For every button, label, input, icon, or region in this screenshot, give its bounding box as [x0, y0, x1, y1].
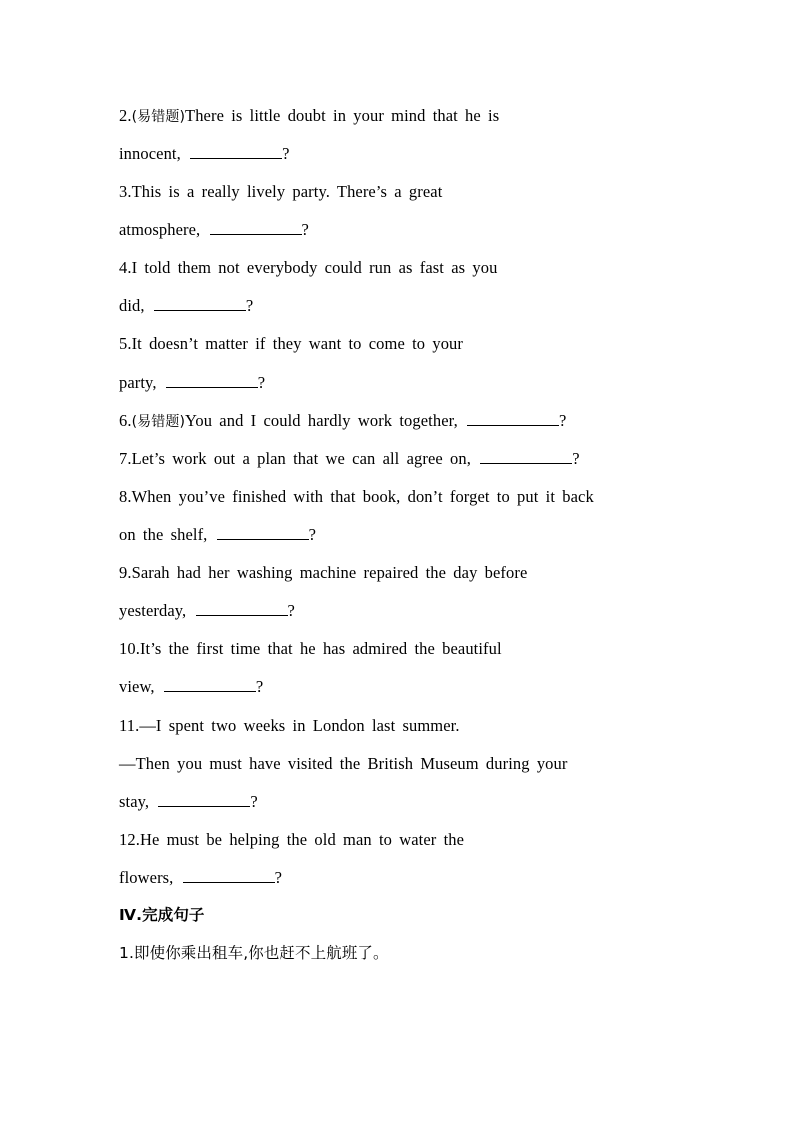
section-item-1: [119, 942, 389, 964]
question-12-line-2: [119, 867, 282, 889]
question-text: Let’s work out a plan that we can all agree on,: [131, 449, 471, 468]
question-number: 8.: [119, 487, 132, 506]
error-prone-tag: (易错题): [131, 109, 186, 125]
question-number: 7.: [119, 449, 132, 468]
question-text: innocent,: [119, 144, 181, 163]
question-6-line-1: [119, 410, 566, 433]
question-3-line-2: [119, 219, 309, 241]
chinese-sentence: 1.即使你乘出租车,你也赶不上航班了。: [119, 944, 389, 962]
question-3-line-1: [119, 181, 442, 203]
question-mark: ?: [255, 677, 264, 696]
question-text: It doesn’t matter if they want to come to your: [131, 334, 464, 353]
section-title-line: [119, 904, 205, 926]
question-7-line-1: [119, 448, 580, 470]
question-11-line-1: [119, 715, 460, 737]
question-9-line-2: [119, 600, 295, 622]
answer-blank: [158, 792, 250, 807]
question-number: 5.: [119, 334, 132, 353]
question-text: It’s the first time that he has admired the beautiful: [139, 639, 502, 658]
question-number: 3.: [119, 182, 132, 201]
question-4-line-2: [119, 295, 253, 317]
answer-blank: [154, 296, 246, 311]
question-number: 2.: [119, 106, 132, 125]
question-5-line-2: [119, 372, 265, 394]
question-4-line-1: [119, 257, 497, 279]
answer-blank: [210, 220, 302, 235]
question-mark: ?: [282, 144, 290, 163]
question-text: You and I could hardly work together,: [185, 411, 458, 430]
question-mark: ?: [274, 868, 283, 887]
question-mark: ?: [245, 296, 254, 315]
question-text: When you’ve finished with that book, don’t forget to put it back: [131, 487, 594, 506]
question-number: 9.: [119, 563, 132, 582]
answer-blank: [190, 144, 282, 159]
question-text: view,: [119, 677, 155, 696]
question-mark: ?: [250, 792, 258, 811]
question-mark: ?: [301, 220, 309, 239]
question-text: did,: [119, 296, 145, 315]
question-2-line-1: [119, 105, 499, 128]
question-mark: ?: [559, 411, 567, 430]
question-text: yesterday,: [119, 601, 187, 620]
question-text: He must be helping the old man to water the: [139, 830, 465, 849]
question-text: There is little doubt in your mind that he is: [185, 106, 500, 125]
question-text: —I spent two weeks in London last summer.: [139, 716, 460, 735]
answer-blank: [183, 868, 275, 883]
question-text: Sarah had her washing machine repaired the day before: [131, 563, 528, 582]
question-2-line-2: [119, 143, 290, 165]
answer-blank: [196, 601, 288, 616]
question-8-line-1: [119, 486, 594, 508]
question-10-line-1: [119, 638, 502, 660]
question-text: I told them not everybody could run as fast as you: [131, 258, 498, 277]
question-mark: ?: [308, 525, 317, 544]
question-5-line-1: [119, 333, 463, 355]
question-mark: ?: [257, 373, 266, 392]
question-text: flowers,: [119, 868, 174, 887]
answer-blank: [164, 677, 256, 692]
question-12-line-1: [119, 829, 464, 851]
question-number: 6.: [119, 411, 132, 430]
question-text: This is a really lively party. There’s a great: [131, 182, 443, 201]
answer-blank: [480, 449, 572, 464]
question-mark: ?: [287, 601, 295, 620]
question-10-line-2: [119, 676, 263, 698]
error-prone-tag: (易错题): [131, 414, 186, 430]
question-text: on the shelf,: [119, 525, 208, 544]
question-9-line-1: [119, 562, 527, 584]
answer-blank: [217, 525, 309, 540]
section-title: Ⅳ.完成句子: [119, 906, 205, 924]
question-11-line-2: [119, 753, 567, 775]
answer-blank: [166, 373, 258, 388]
question-text: party,: [119, 373, 157, 392]
question-number: 12.: [119, 830, 140, 849]
question-text: stay,: [119, 792, 150, 811]
question-11-line-3: [119, 791, 258, 813]
answer-blank: [467, 411, 559, 426]
question-text: —Then you must have visited the British Museum during your: [119, 754, 568, 773]
question-8-line-2: [119, 524, 316, 546]
question-number: 4.: [119, 258, 132, 277]
question-number: 11.: [119, 716, 140, 735]
question-text: atmosphere,: [119, 220, 201, 239]
question-number: 10.: [119, 639, 140, 658]
question-mark: ?: [572, 449, 580, 468]
